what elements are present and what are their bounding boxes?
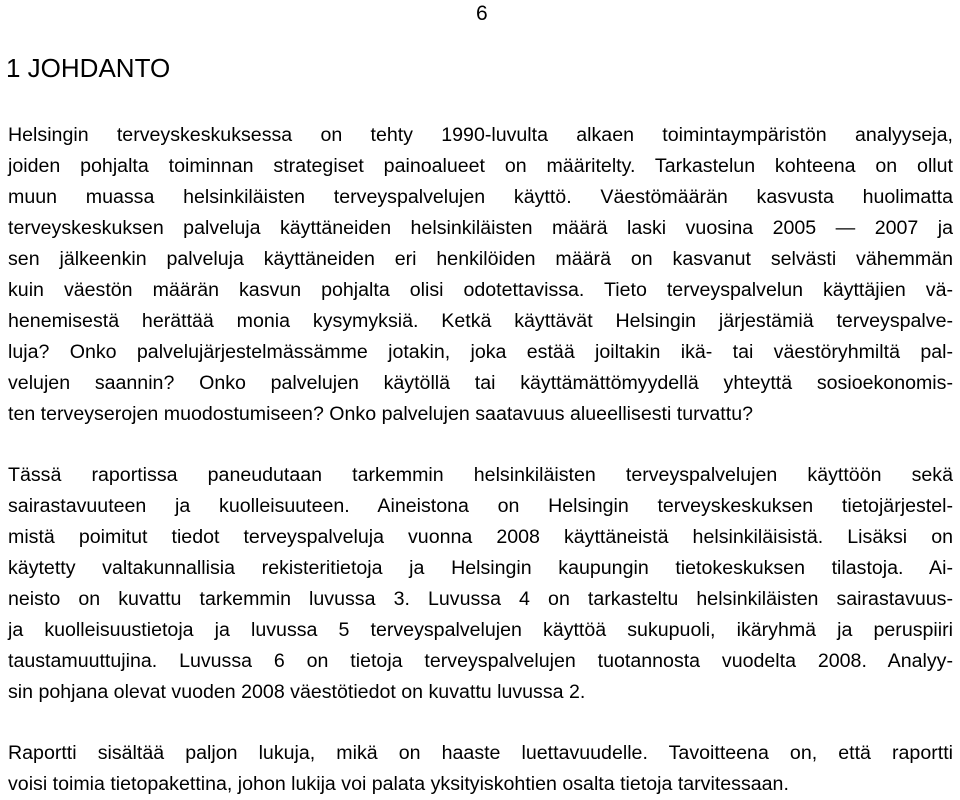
paragraph-readability: [8, 738, 953, 800]
paragraph-line: sen jälkeenkin palveluja käyttäneiden eri henkilöiden määrä on kasvanut selvästi vähemmän: [8, 248, 953, 270]
paragraph-line: luja? Onko palvelujärjestelmässämme jotakin, joka estää joiltakin ikä- tai väestöryhmiltä pal-: [8, 341, 953, 363]
paragraph-line: terveyskeskuksen palveluja käyttäneiden helsinkiläisten määrä laski vuosina 2005 — 2007 ja: [8, 217, 953, 239]
paragraph-line: sin pohjana olevat vuoden 2008 väestötiedot on kuvattu luvussa 2.: [8, 681, 586, 703]
paragraph-line: Tässä raportissa paneudutaan tarkemmin helsinkiläisten terveyspalvelujen käyttöön sekä: [8, 464, 953, 486]
paragraph-intro: [8, 120, 953, 430]
paragraph-line: Raportti sisältää paljon lukuja, mikä on haaste luettavuudelle. Tavoitteena on, että raportti: [8, 742, 953, 764]
paragraph-line: velujen saannin? Onko palvelujen käytöllä tai käyttämättömyydellä yhteyttä sosioekonomis-: [8, 372, 953, 394]
paragraph-line: Helsingin terveyskeskuksessa on tehty 1990-luvulta alkaen toimintaympäristön analyyseja,: [8, 124, 953, 146]
paragraph-line: taustamuuttujina. Luvussa 6 on tietoja terveyspalvelujen tuotannosta vuodelta 2008. Analyy-: [8, 650, 953, 672]
paragraph-line: sairastavuuteen ja kuolleisuuteen. Aineistona on Helsingin terveyskeskuksen tietojärjestel-: [8, 495, 953, 517]
paragraph-line: ten terveyserojen muodostumiseen? Onko palvelujen saatavuus alueellisesti turvattu?: [8, 403, 753, 425]
paragraph-line: käytetty valtakunnallisia rekisteritietoja ja Helsingin kaupungin tietokeskuksen tilastoja. Ai-: [8, 557, 953, 579]
paragraph-report-scope: [8, 460, 953, 708]
page-number: 6: [476, 2, 488, 25]
paragraph-line: ja kuolleisuustietoja ja luvussa 5 terveyspalvelujen käyttöä sukupuoli, ikäryhmä ja peruspiiri: [8, 619, 953, 641]
paragraph-line: muun muassa helsinkiläisten terveyspalvelujen käyttö. Väestömäärän kasvusta huolimatta: [8, 186, 953, 208]
paragraph-line: kuin väestön määrän kasvun pohjalta olisi odotettavissa. Tieto terveyspalvelun käyttäjien vä-: [8, 279, 953, 301]
paragraph-line: joiden pohjalta toiminnan strategiset painoalueet on määritelty. Tarkastelun kohteena on ollut: [8, 155, 953, 177]
paragraph-line: neisto on kuvattu tarkemmin luvussa 3. Luvussa 4 on tarkasteltu helsinkiläisten sairastavuus-: [8, 588, 953, 610]
paragraph-line: henemisestä herättää monia kysymyksiä. Ketkä käyttävät Helsingin järjestämiä terveyspalve-: [8, 310, 953, 332]
paragraph-line: voisi toimia tietopakettina, johon lukija voi palata yksityiskohtien osalta tietoja tarvitessaan.: [8, 773, 789, 795]
paragraph-line: mistä poimitut tiedot terveyspalveluja vuonna 2008 käyttäneistä helsinkiläisistä. Lisäksi on: [8, 526, 953, 548]
chapter-heading: 1 JOHDANTO: [6, 53, 171, 83]
